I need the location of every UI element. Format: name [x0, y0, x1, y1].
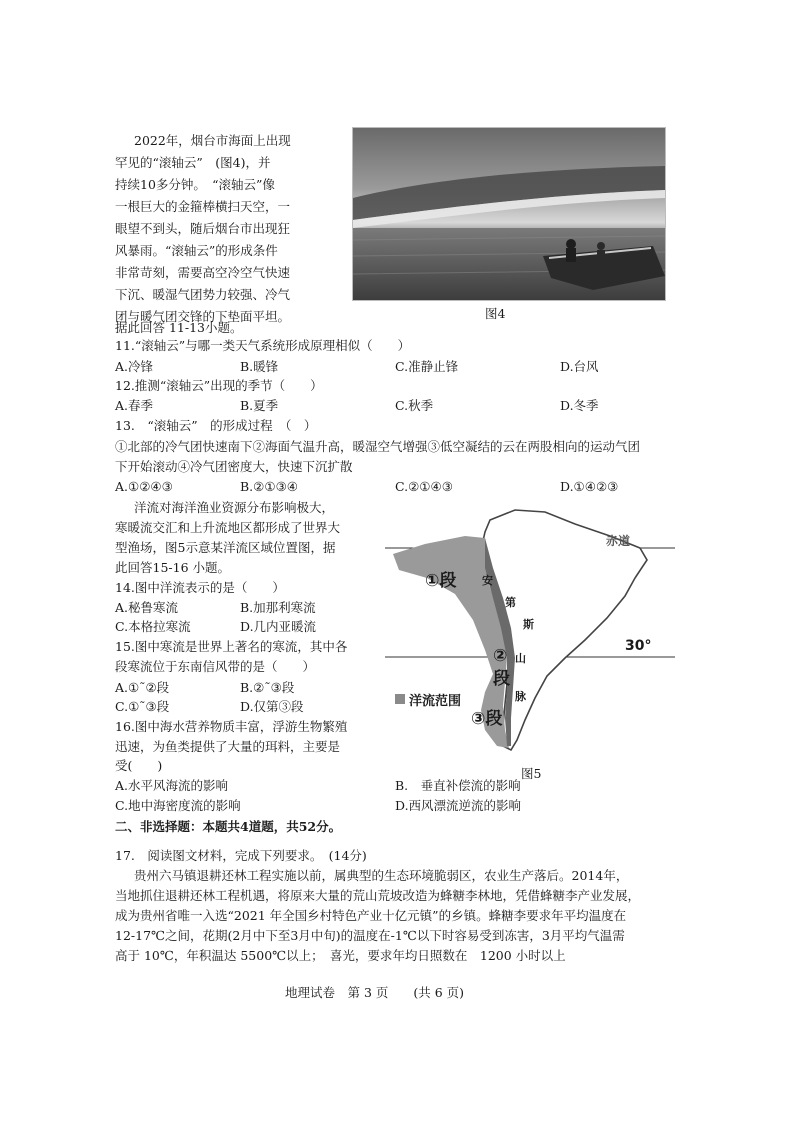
q16-stem-line: 16.图中海水营养物质丰富，浮游生物繁殖 [115, 719, 348, 734]
q13-desc-line: ①北部的冷气团快速南下②海面气温升高，暖湿空气增强③低空凝结的云在两股相向的运动气团 [115, 439, 641, 454]
q17-line: 当地抓住退耕还林工程机遇，将原来大量的荒山荒坡改造为蜂糖李林地，凭借蜂糖李产业发展， [115, 888, 641, 903]
intro1-line: 一根巨大的金箍棒横扫天空，一 [115, 199, 291, 214]
q13-option-d[interactable]: D.①④②③ [560, 479, 619, 494]
q12-option-c[interactable]: C.秋季 [395, 398, 434, 413]
q17-title: 17. 阅读图文材料，完成下列要求。 (14分) [115, 848, 367, 863]
q16-option-a[interactable]: A.水平风海流的影响 [115, 778, 229, 793]
mountain-char-an: 安 [482, 574, 493, 587]
intro2-line: 洋流对海洋渔业资源分布影响极大， [134, 500, 335, 515]
intro1-line: 非常苛刻，需要高空冷空气快速 [115, 265, 291, 280]
q17-line: 高于 10℃，年积温达 5500℃以上； 喜光，要求年均日照数在 1200 小时以上 [115, 948, 566, 963]
q14-option-a[interactable]: A.秘鲁寒流 [115, 600, 179, 615]
segment-3-label: ③段 [471, 709, 503, 729]
mountain-char-di: 第 [505, 596, 516, 609]
q16-stem-line: 迅速，为鱼类提供了大量的珥料，主要是 [115, 739, 341, 754]
q15-option-b[interactable]: B.②˜③段 [240, 680, 295, 695]
q14-stem: 14.图中洋流表示的是（ ） [115, 580, 285, 595]
q12-option-b[interactable]: B.夏季 [240, 398, 279, 413]
q11-option-a[interactable]: A.冷锋 [115, 359, 154, 374]
q14-option-c[interactable]: C.本格拉寒流 [115, 619, 191, 634]
q11-option-c[interactable]: C.准静止锋 [395, 359, 459, 374]
q12-option-d[interactable]: D.冬季 [560, 398, 599, 413]
intro1-line: 下沉、暖湿气团势力较强、冷气 [115, 287, 291, 302]
roll-cloud-illustration [353, 128, 665, 300]
q13-option-a[interactable]: A.①②④③ [115, 479, 173, 494]
q15-option-d[interactable]: D.仅第③段 [240, 699, 304, 714]
q13-option-b[interactable]: B.②①③④ [240, 479, 298, 494]
intro1-line: 持续10多分钟。 “滚轴云”像 [115, 177, 275, 192]
q16-option-b[interactable]: B. 垂直补偿流的影响 [395, 778, 521, 793]
q11-stem: 11.“滚轴云”与哪一类天气系统形成原理相似（ ） [115, 338, 411, 353]
roll-cloud-photo [352, 127, 666, 301]
q15-option-a[interactable]: A.①˜②段 [115, 680, 170, 695]
q11-option-d[interactable]: D.台风 [560, 359, 599, 374]
intro2-line: 型渔场，图5示意某洋流区域位置图，据 [115, 540, 336, 555]
intro1-line: 罕见的“滚轴云” (图4)，并 [115, 155, 271, 170]
intro1-line: 眼望不到头，随后烟台市出现狂 [115, 221, 291, 236]
q17-line: 贵州六马镇退耕还林工程实施以前，属典型的生态环境脆弱区，农业生产落后。2014年， [134, 868, 629, 883]
intro1-line: 据此回答 11-13小题。 [115, 320, 243, 335]
intro1-line: 2022年，烟台市海面上出现 [134, 133, 291, 148]
equator-label: 赤道 [606, 534, 631, 548]
q17-line: 成为贵州省唯一入选“2021 年全国乡村特色产业十亿元镇”的乡镇。蜂糖李要求年平均温度在 [115, 908, 627, 923]
q12-option-a[interactable]: A.春季 [115, 398, 154, 413]
section-2-heading: 二、非选择题：本题共4道题，共52分。 [115, 819, 342, 834]
segment-1-label: ①段 [425, 571, 457, 591]
legend-swatch [395, 694, 405, 704]
mountain-char-si: 斯 [523, 618, 534, 631]
segment-2-label: ② [493, 646, 508, 666]
q16-option-c[interactable]: C.地中海密度流的影响 [115, 798, 241, 813]
q15-stem-line: 段寒流位于东南信风带的是（ ） [115, 659, 316, 674]
q15-option-c[interactable]: C.①˜③段 [115, 699, 170, 714]
q13-stem: 13. “滚轴云” 的形成过程 （ ） [115, 418, 317, 433]
ocean-current-map [385, 498, 675, 760]
intro2-line: 此回答15-16 小题。 [115, 560, 231, 575]
segment-2-label-suffix: 段 [493, 669, 510, 689]
mountain-char-shan: 山 [515, 652, 526, 665]
intro1-line: 风暴雨。“滚轴云”的形成条件 [115, 243, 278, 258]
q15-stem-line: 15.图中寒流是世界上著名的寒流，其中各 [115, 639, 348, 654]
q14-option-b[interactable]: B.加那利寒流 [240, 600, 316, 615]
q16-option-d[interactable]: D.西风漂流逆流的影响 [395, 798, 522, 813]
q13-desc-line: 下开始滚动④冷气团密度大，快速下沉扩散 [115, 459, 353, 474]
legend-label: 洋流范围 [409, 694, 462, 709]
q14-option-d[interactable]: D.几内亚暖流 [240, 619, 317, 634]
q16-stem-line: 受( ) [115, 758, 163, 773]
figure4-caption: 图4 [485, 306, 506, 321]
q17-line: 12-17℃之间，花期(2月中下至3月中旬)的温度在-1℃以下时容易受到冻害，3月平均气温需 [115, 928, 625, 943]
latitude-30-label: 30° [625, 638, 652, 654]
intro2-line: 寒暖流交汇和上升流地区都形成了世界大 [115, 520, 341, 535]
q13-option-c[interactable]: C.②①④③ [395, 479, 453, 494]
mountain-char-mai: 脉 [515, 690, 526, 703]
figure5-caption: 图5 [521, 766, 542, 781]
q11-option-b[interactable]: B.暖锋 [240, 359, 279, 374]
page-footer: 地理试卷 第 3 页 (共 6 页) [285, 985, 465, 1000]
intro1-line: 团与暖气团交锋的下垫面平坦。 [115, 309, 291, 324]
q12-stem: 12.推测“滚轴云”出现的季节（ ） [115, 378, 323, 393]
